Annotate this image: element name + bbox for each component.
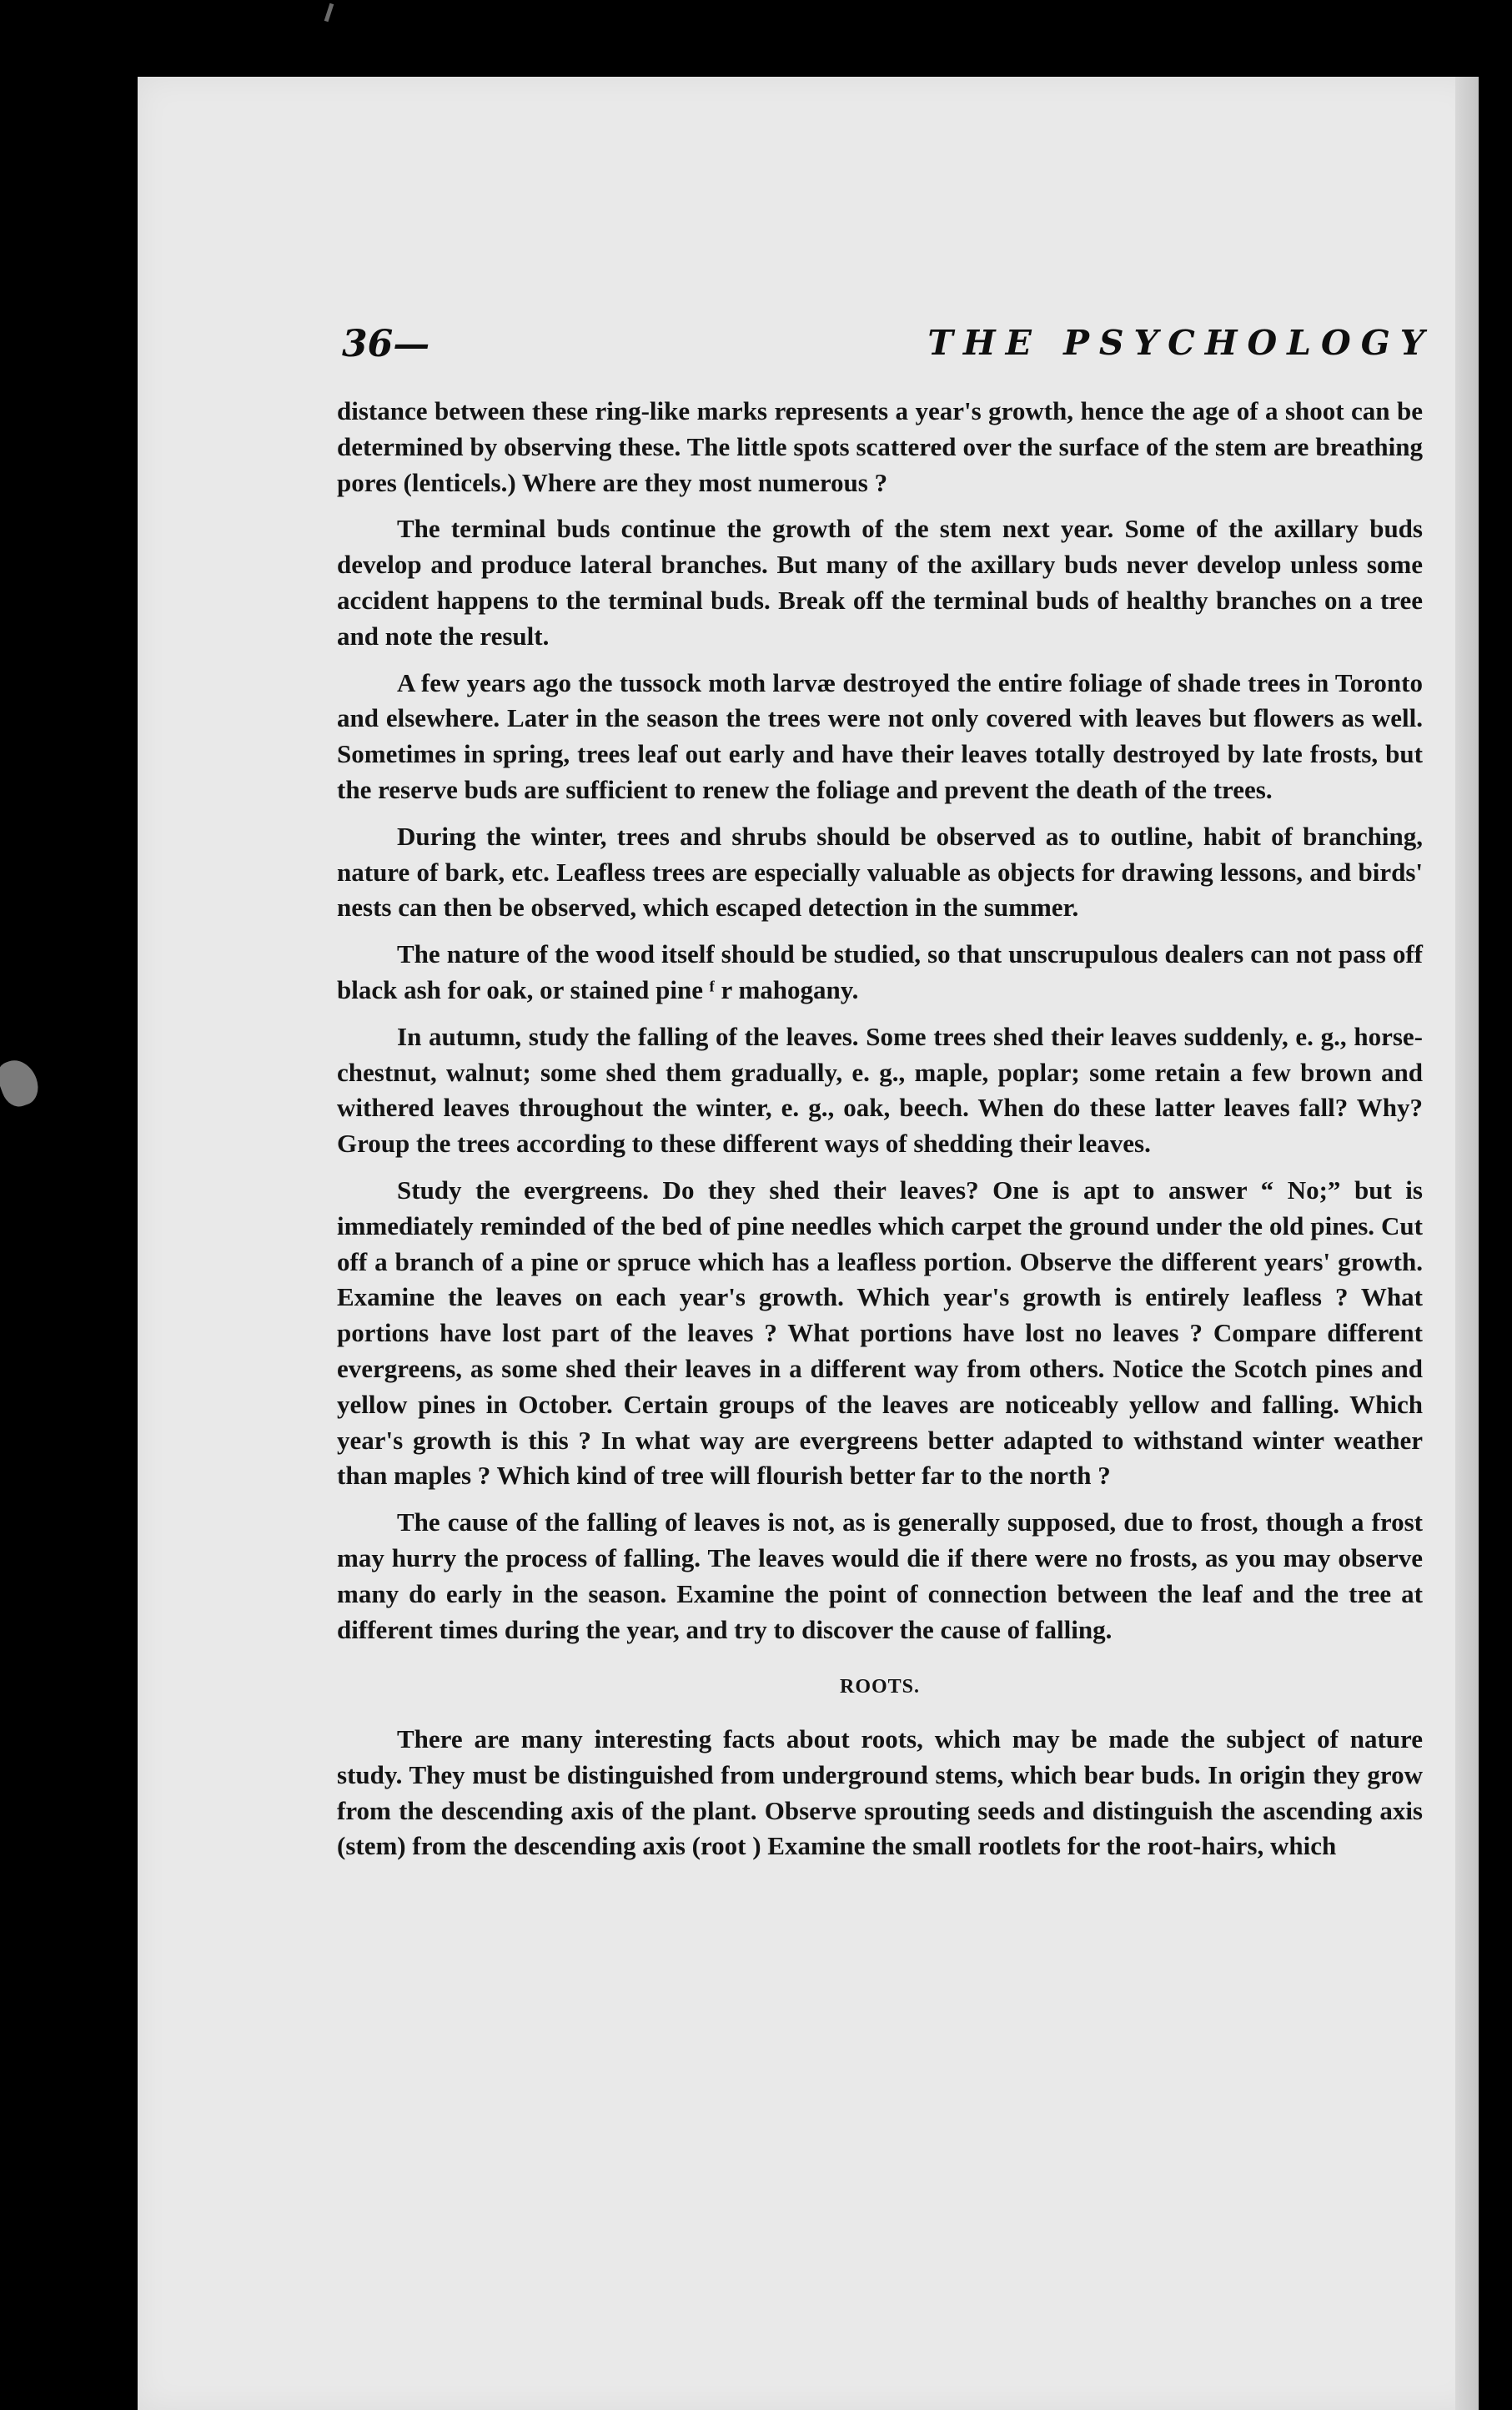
page-edge-shadow — [1455, 77, 1479, 2410]
paragraph: Study the evergreens. Do they shed their leaves? One is apt to answer “ No;” but is immediately reminded of the bed of pine needles which carpet the ground under the old pines. Cut off a branch of a pine or spruce which has a leafless portion. Observe the different years' growth. Examine the leaves on each year's growth. Which year's growth is entirely leafless ? What portions have lost part of the leaves ? What portions have lost no leaves ? Compare different evergreens, as some shed their leaves in a different way from others. Notice the Scotch pines and yellow pines in October. Certain groups of the leaves are noticeably yellow and falling. Which year's growth is this ? In what way are evergreens better adapted to withstand winter weather than maples ? Which kind of tree will flourish better far to the north ? — [337, 1175, 1423, 1491]
scan-mark — [324, 3, 334, 22]
paragraph: During the winter, trees and shrubs should be observed as to outline, habit of branching, nature of bark, etc. Leafless trees are especially valuable as objects for drawing lessons, and birds' nests can then be observed, which escaped detection in the summer. — [337, 821, 1423, 923]
paragraph: In autumn, study the falling of the leaves. Some trees shed their leaves suddenly, e. g., horse-chestnut, walnut; some shed them gradually, e. g., maple, poplar; some retain a few brown and withered leaves throughout the winter, e. g., oak, beech. When do these latter leaves fall? Why? Group the trees according to these different ways of shedding their leaves. — [337, 1021, 1423, 1159]
binding-edge — [1479, 0, 1512, 2410]
scan-blot — [0, 1054, 43, 1111]
paragraph: The terminal buds continue the growth of the stem next year. Some of the axillary buds develop and produce lateral branches. But many of the axillary buds never develop unless some accident happens to the terminal buds. Break off the terminal buds of healthy branches on a tree and note the result. — [337, 514, 1423, 651]
paragraph: A few years ago the tussock moth larvæ destroyed the entire foliage of shade trees in Toronto and elsewhere. Later in the season the trees were not only covered with leaves but flowers as well. Sometimes in spring, trees leaf out early and have their leaves totally destroyed by late frosts, but the reserve buds are sufficient to renew the foliage and prevent the death of the trees. — [337, 667, 1423, 804]
running-head: THE PSYCHOLOGY — [927, 323, 1434, 363]
paragraph: The cause of the falling of leaves is not, as is generally supposed, due to frost, though a frost may hurry the process of falling. The leaves would die if there were no frosts, as you may observe many do early in the season. Examine the point of connection between the leaf and the tree at different times during the year, and try to discover the cause of falling. — [337, 1507, 1423, 1644]
section-heading: ROOTS. — [839, 1676, 921, 1698]
paragraph: distance between these ring-like marks represents a year's growth, hence the age of a shoot can be determined by observing these. The little spots scattered over the surface of the stem are breathing pores (lenticels.) Where are they most numerous ? — [337, 396, 1423, 497]
paragraph: The nature of the wood itself should be studied, so that unscrupulous dealers can not pass off black ash for oak, or stained pine ᶠ r mahogany. — [337, 939, 1423, 1004]
paragraph: There are many interesting facts about roots, which may be made the subject of nature study. They must be distinguished from underground stems, which bear buds. In origin they grow from the descending axis of the plant. Observe sprouting seeds and distinguish the ascending axis (stem) from the descending axis (root ) Examine the small rootlets for the root-hairs, which — [337, 1724, 1423, 1861]
page-number: 36— — [342, 323, 430, 365]
page-header — [342, 323, 1434, 373]
body-text — [337, 394, 1423, 1875]
